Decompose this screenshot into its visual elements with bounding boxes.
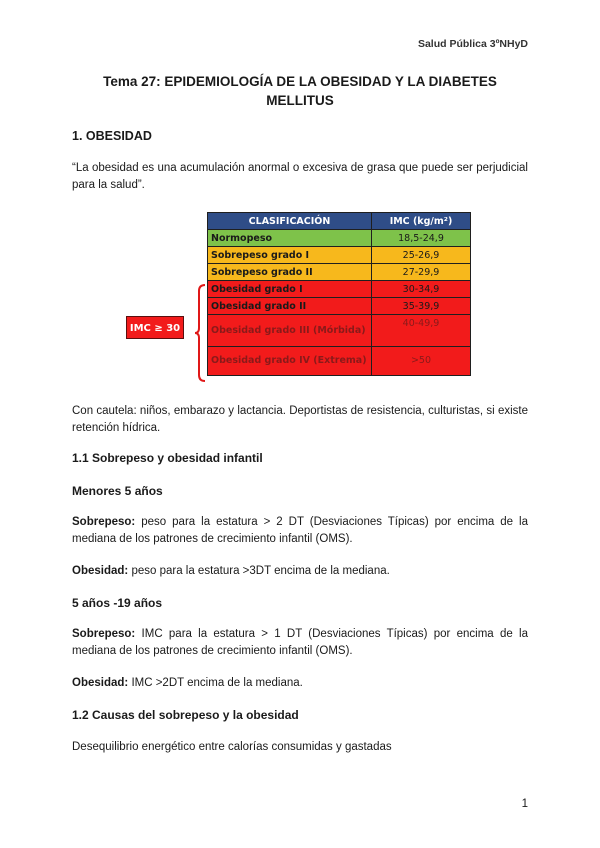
imc-threshold-box: IMC ≥ 30	[126, 316, 184, 339]
row-label: Sobrepeso grado I	[208, 247, 372, 264]
row-value: 40-49,9	[372, 315, 471, 347]
section-heading-obesidad: 1. OBESIDAD	[72, 129, 152, 143]
row-value: 18,5-24,9	[372, 230, 471, 247]
row-value: >50	[372, 347, 471, 376]
table-row	[208, 315, 471, 347]
age5to19-overweight-paragraph	[72, 626, 528, 659]
table-row	[208, 264, 471, 281]
running-header: Salud Pública 3ºNHyD	[417, 38, 528, 50]
age-group-heading-under5: Menores 5 años	[72, 484, 163, 498]
row-value: 30-34,9	[372, 281, 471, 298]
row-value: 25-26,9	[372, 247, 471, 264]
under5-overweight-paragraph	[72, 514, 528, 547]
imc-classification-table	[207, 212, 471, 376]
subsection-heading-childhood: 1.1 Sobrepeso y obesidad infantil	[72, 451, 263, 465]
caution-paragraph: Con cautela: niños, embarazo y lactancia. Deportistas de resistencia, culturistas, si existe retención hídrica.	[72, 405, 528, 434]
table-row	[208, 281, 471, 298]
definition-text: peso para la estatura >3DT encima de la mediana.	[131, 565, 390, 577]
row-value: 27-29,9	[372, 264, 471, 281]
row-label: Obesidad grado IV (Extrema)	[208, 347, 372, 376]
term-label: Sobrepeso:	[72, 516, 136, 528]
column-header-imc: IMC (kg/m²)	[372, 213, 471, 230]
table-row	[208, 347, 471, 376]
column-header-classification: CLASIFICACIÓN	[208, 213, 372, 230]
red-bracket-icon	[195, 284, 207, 382]
table-header-row	[208, 213, 471, 230]
table-row	[208, 247, 471, 264]
row-label: Normopeso	[208, 230, 372, 247]
row-label: Obesidad grado III (Mórbida)	[208, 315, 372, 347]
definition-text: IMC >2DT encima de la mediana.	[131, 677, 303, 689]
row-label: Obesidad grado I	[208, 281, 372, 298]
age-group-heading-5-19: 5 años -19 años	[72, 596, 163, 610]
table-row	[208, 230, 471, 247]
document-title: Tema 27: EPIDEMIOLOGÍA DE LA OBESIDAD Y LA DIABETES MELLITUS	[103, 74, 497, 108]
definition-paragraph: “La obesidad es una acumulación anormal o excesiva de grasa que puede ser perjudicial para la salud”.	[72, 162, 528, 191]
row-label: Sobrepeso grado II	[208, 264, 372, 281]
under5-obesity-paragraph	[72, 563, 528, 580]
subsection-heading-causes: 1.2 Causas del sobrepeso y la obesidad	[72, 708, 299, 722]
causes-paragraph: Desequilibrio energético entre calorías consumidas y gastadas	[72, 741, 392, 753]
table-row	[208, 298, 471, 315]
age5to19-obesity-paragraph	[72, 675, 528, 692]
term-label: Sobrepeso:	[72, 628, 136, 640]
term-label: Obesidad:	[72, 565, 129, 577]
definition-text: peso para la estatura > 2 DT (Desviaciones Típicas) por encima de la mediana de los patrones de crecimiento infantil (OMS).	[72, 516, 528, 545]
definition-text: IMC para la estatura > 1 DT (Desviaciones Típicas) por encima de la mediana de los patrones de crecimiento infantil (OMS).	[72, 628, 528, 657]
row-label: Obesidad grado II	[208, 298, 372, 315]
page-number: 1	[521, 798, 528, 810]
term-label: Obesidad:	[72, 677, 129, 689]
row-value: 35-39,9	[372, 298, 471, 315]
